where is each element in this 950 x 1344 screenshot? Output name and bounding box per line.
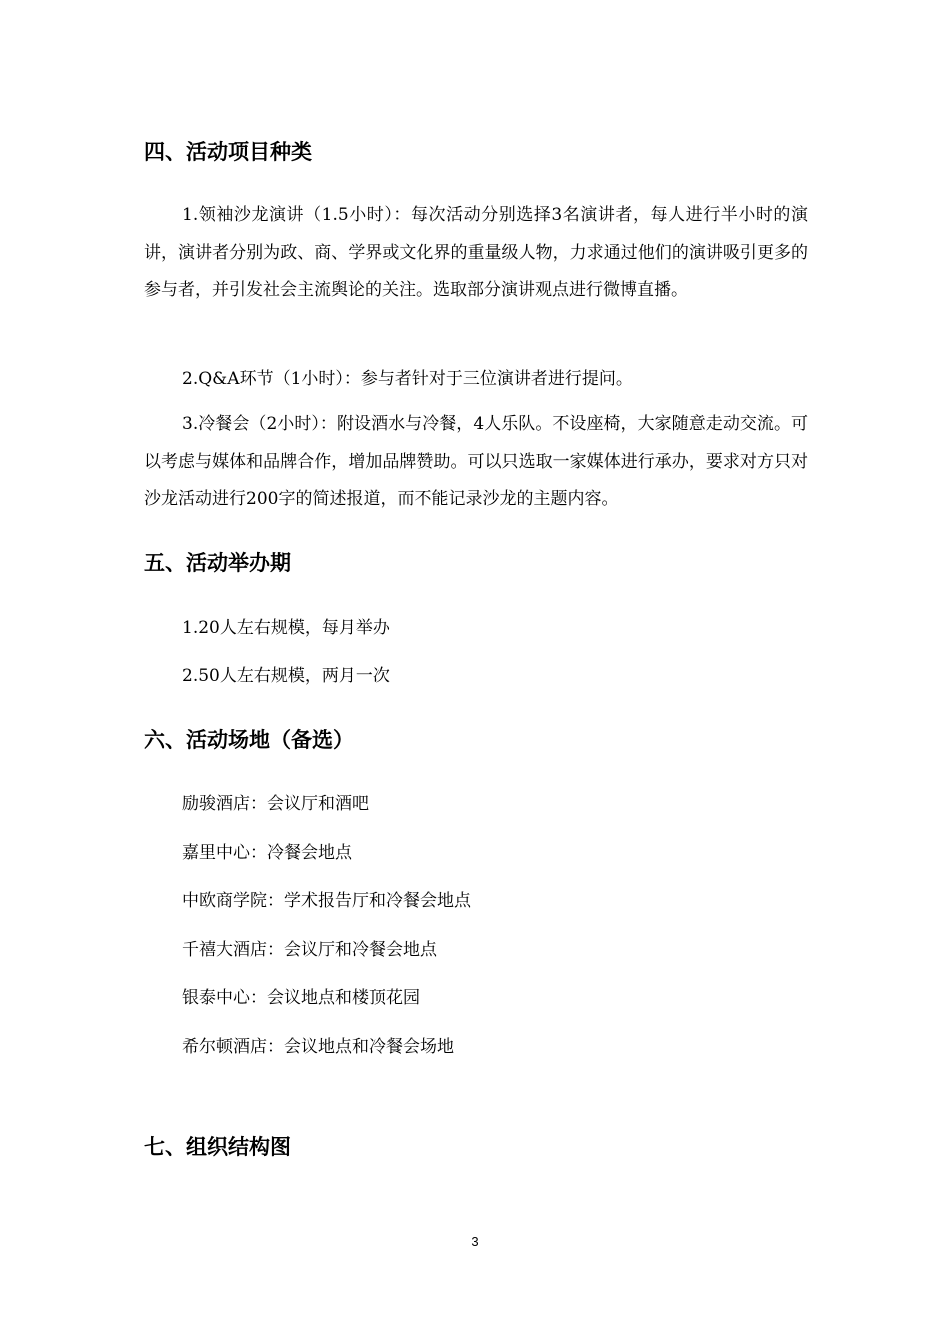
paragraph-qa-session: 2.Q&A环节（1小时）：参与者针对于三位演讲者进行提问。: [182, 369, 633, 389]
section-heading-activity-types: 四、活动项目种类: [144, 140, 312, 164]
schedule-item: 2.50人左右规模，两月一次: [182, 666, 390, 686]
section-heading-org-chart: 七、组织结构图: [144, 1135, 291, 1159]
venue-item: 千禧大酒店：会议厅和冷餐会地点: [182, 940, 437, 960]
venue-item: 中欧商学院：学术报告厅和冷餐会地点: [182, 891, 471, 911]
page-number: 3: [471, 1234, 479, 1249]
venue-item: 嘉里中心：冷餐会地点: [182, 843, 352, 863]
section-heading-activity-schedule: 五、活动举办期: [144, 551, 291, 575]
section-heading-venues: 六、活动场地（备选）: [144, 728, 354, 752]
venue-item: 希尔顿酒店：会议地点和冷餐会场地: [182, 1037, 454, 1057]
paragraph-leader-salon-speech: 1.领袖沙龙演讲（1.5小时）：每次活动分别选择3名演讲者，每人进行半小时的演讲，演讲者分别为政、商、学界或文化界的重量级人物，力求通过他们的演讲吸引更多的参与者，并引发社会主流舆论的关注。选取部分演讲观点进行微博直播。: [144, 205, 808, 300]
venue-item: 银泰中心：会议地点和楼顶花园: [182, 988, 420, 1008]
paragraph-cold-buffet: 3.冷餐会（2小时）：附设酒水与冷餐，4人乐队。不设座椅，大家随意走动交流。可以考虑与媒体和品牌合作，增加品牌赞助。可以只选取一家媒体进行承办，要求对方只对沙龙活动进行200字的简述报道，而不能记录沙龙的主题内容。: [144, 414, 808, 509]
venue-item: 励骏酒店：会议厅和酒吧: [182, 794, 369, 814]
schedule-item: 1.20人左右规模，每月举办: [182, 618, 390, 638]
